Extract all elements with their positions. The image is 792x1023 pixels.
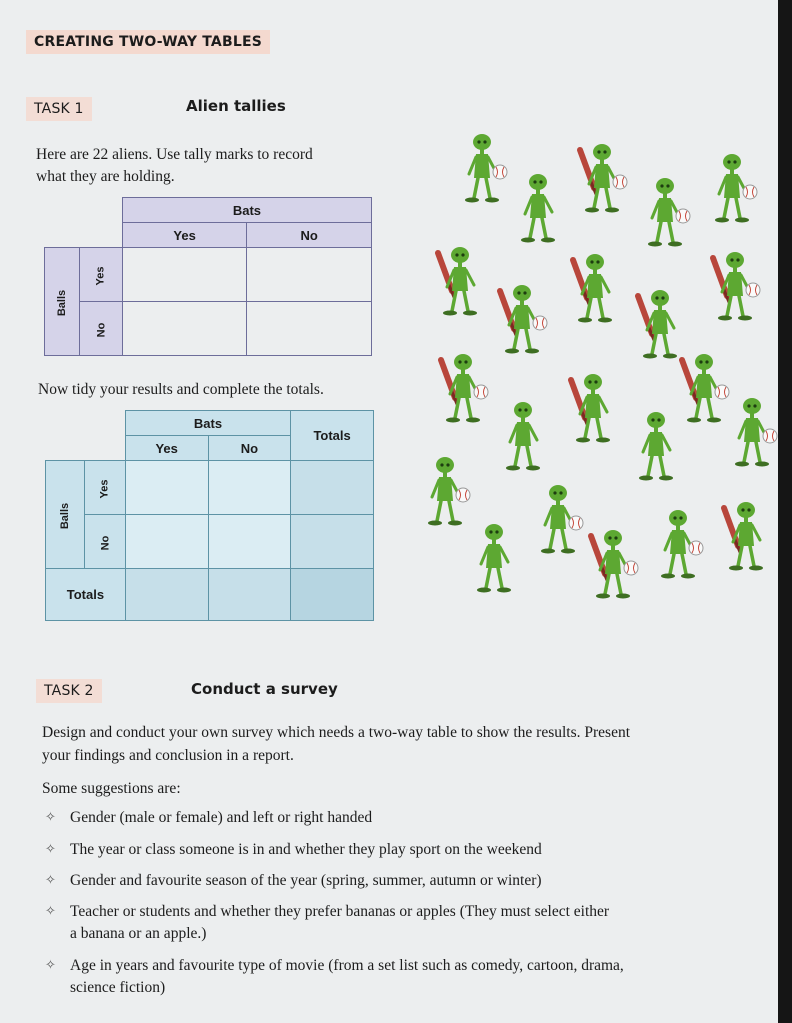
- totals-table: [45, 410, 374, 621]
- alien-figure: [493, 400, 557, 482]
- task1-intro-line1: Here are 22 aliens. Use tally marks to record: [36, 146, 313, 163]
- baseball-icon: [676, 209, 690, 223]
- alien-figure: [705, 250, 769, 332]
- task1-heading: Alien tallies: [186, 97, 286, 115]
- suggestion-item-2: The year or class someone is in and whether they play sport on the weekend: [70, 841, 542, 858]
- baseball-icon: [689, 541, 703, 555]
- alien-figure: [716, 500, 780, 582]
- suggestion-item-4-line2: a banana or an apple.): [70, 925, 207, 942]
- alien-figure: [430, 245, 494, 327]
- tally-col-yes: Yes: [122, 223, 247, 248]
- alien-figure: [565, 252, 629, 334]
- totals-row-no: No: [98, 535, 111, 551]
- totals-cell-no-yes[interactable]: [125, 515, 208, 569]
- baseball-icon: [474, 385, 488, 399]
- totals-cell-total-no[interactable]: [208, 569, 291, 621]
- diamond-bullet-icon: ✧: [45, 842, 56, 857]
- totals-cell-yes-total[interactable]: [291, 461, 374, 515]
- diamond-bullet-icon: ✧: [45, 810, 56, 825]
- alien-figure: [648, 508, 712, 590]
- baseball-icon: [624, 561, 638, 575]
- totals-cell-no-no[interactable]: [208, 515, 291, 569]
- task1-label: TASK 1: [26, 97, 92, 121]
- diamond-bullet-icon: ✧: [45, 958, 56, 973]
- tally-cell-yes-no[interactable]: [247, 248, 372, 302]
- totals-cell-yes-yes[interactable]: [125, 461, 208, 515]
- totals-row-yes: Yes: [98, 479, 111, 499]
- tally-col-no: No: [247, 223, 372, 248]
- tally-row-no: No: [94, 322, 107, 338]
- tally-row-yes: Yes: [94, 266, 107, 286]
- alien-figure: [583, 528, 647, 610]
- alien-figure: [572, 142, 636, 224]
- totals-cell-no-total[interactable]: [291, 515, 374, 569]
- totals-cell-grand-total[interactable]: [291, 569, 374, 621]
- totals-cell-total-yes[interactable]: [125, 569, 208, 621]
- tally-cell-no-yes[interactable]: [122, 302, 247, 356]
- page-title: CREATING TWO-WAY TABLES: [26, 30, 270, 54]
- baseball-icon: [569, 516, 583, 530]
- totals-col-yes: Yes: [125, 436, 208, 461]
- baseball-icon: [493, 165, 507, 179]
- baseball-icon: [456, 488, 470, 502]
- task1-intro-line2: what they are holding.: [36, 168, 175, 185]
- alien-figure: [464, 522, 528, 604]
- diamond-bullet-icon: ✧: [45, 873, 56, 888]
- alien-figure: [702, 152, 766, 234]
- totals-cell-yes-no[interactable]: [208, 461, 291, 515]
- totals-col-header: Totals: [291, 411, 374, 461]
- baseball-icon: [743, 185, 757, 199]
- alien-figure: [492, 283, 556, 365]
- suggestion-item-3: Gender and favourite season of the year (spring, summer, autumn or winter): [70, 872, 542, 889]
- totals-col-no: No: [208, 436, 291, 461]
- alien-figure: [563, 372, 627, 454]
- tally-row-group-header: Balls: [55, 289, 68, 317]
- tidy-instruction: Now tidy your results and complete the totals.: [38, 381, 324, 398]
- alien-figure: [635, 176, 699, 258]
- diamond-bullet-icon: ✧: [45, 904, 56, 919]
- baseball-icon: [533, 316, 547, 330]
- suggestion-item-4: Teacher or students and whether they prefer bananas or apples (They must select either: [70, 903, 610, 920]
- suggestion-item-1: Gender (male or female) and left or right handed: [70, 809, 373, 826]
- totals-row-header: Totals: [46, 569, 126, 621]
- alien-figure: [452, 132, 516, 214]
- baseball-icon: [613, 175, 627, 189]
- task2-paragraph-line2: your findings and conclusion in a report.: [42, 747, 294, 764]
- tally-col-group-header: Bats: [122, 198, 371, 223]
- alien-figure: [508, 172, 572, 254]
- suggestion-item-5: Age in years and favourite type of movie (from a set list such as comedy, cartoon, drama,: [70, 957, 624, 974]
- tally-cell-no-no[interactable]: [247, 302, 372, 356]
- task2-paragraph-line1: Design and conduct your own survey which needs a two-way table to show the results. Present: [42, 724, 631, 741]
- baseball-icon: [763, 429, 777, 443]
- alien-figure: [722, 396, 786, 478]
- page-edge-shadow: [778, 0, 792, 1023]
- task2-label: TASK 2: [36, 679, 102, 703]
- alien-figure: [433, 352, 497, 434]
- suggestions-intro: Some suggestions are:: [42, 780, 181, 797]
- suggestion-item-5-line2: science fiction): [70, 979, 166, 996]
- tally-table: [44, 197, 372, 356]
- tally-cell-yes-yes[interactable]: [122, 248, 247, 302]
- baseball-icon: [746, 283, 760, 297]
- task2-heading: Conduct a survey: [191, 680, 338, 698]
- totals-row-group-header: Balls: [58, 502, 71, 530]
- totals-col-group-header: Bats: [125, 411, 290, 436]
